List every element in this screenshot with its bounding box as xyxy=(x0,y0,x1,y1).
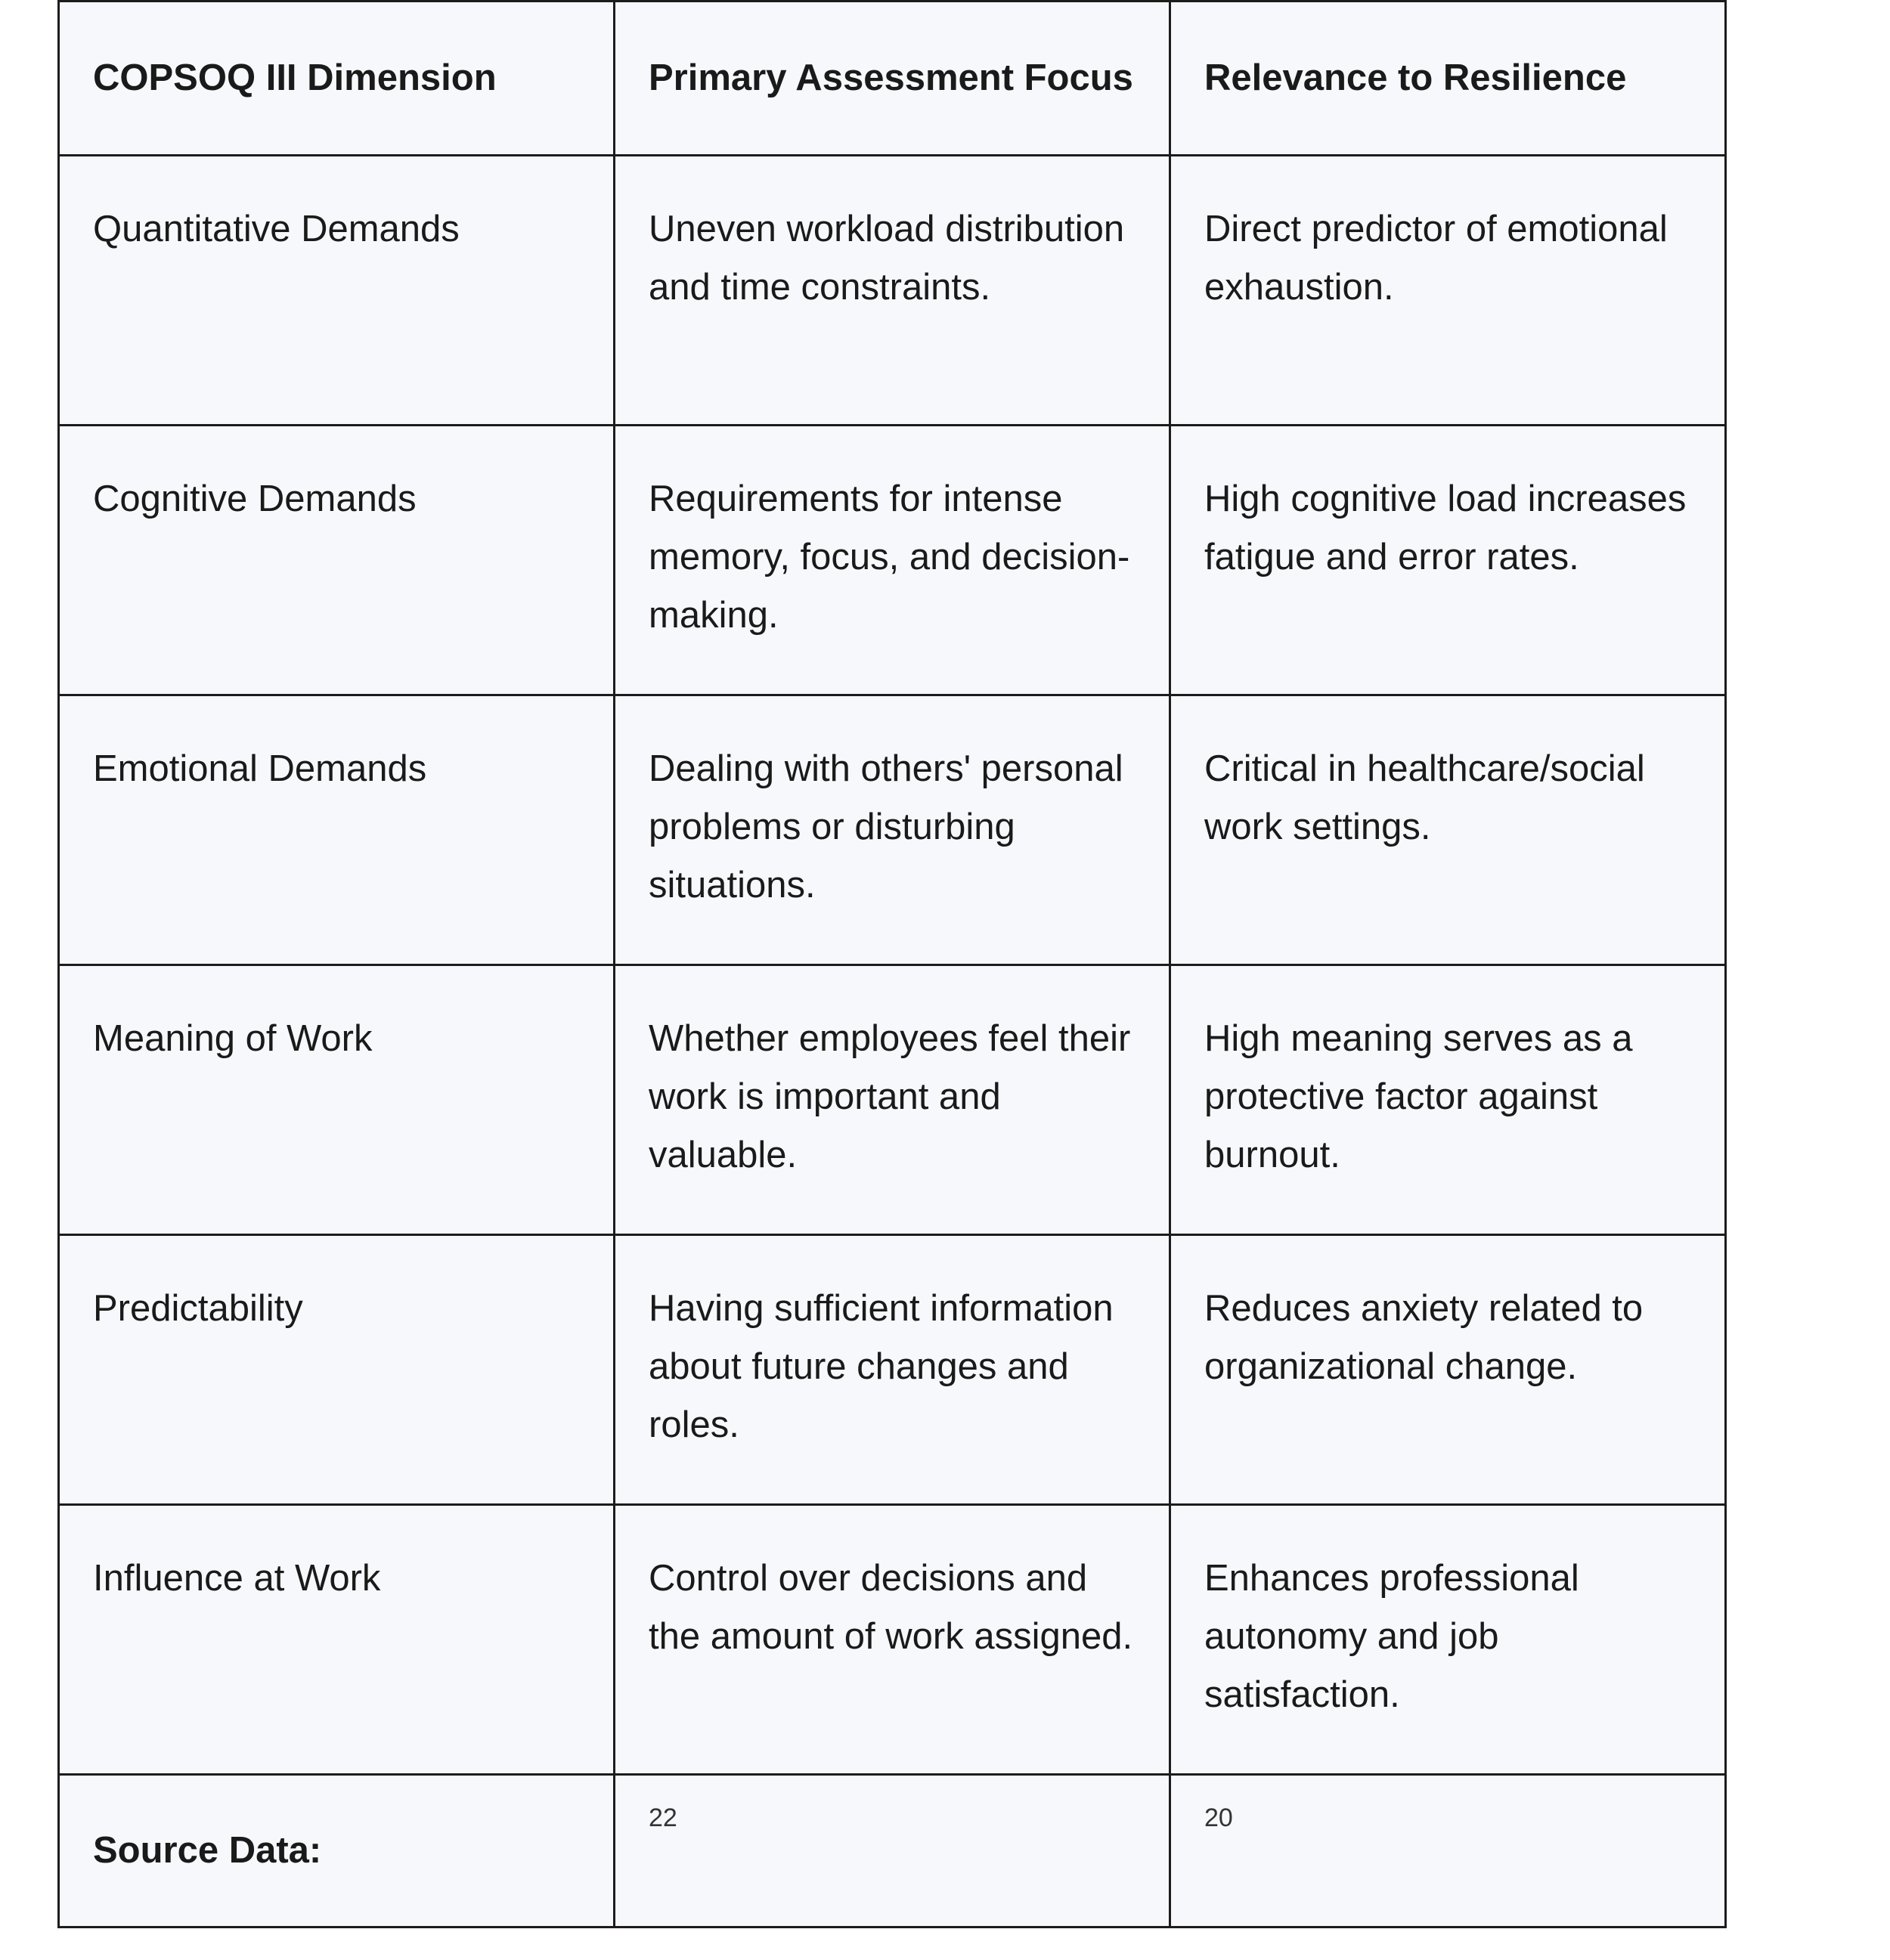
cell-dimension: Emotional Demands xyxy=(59,695,615,965)
source-row xyxy=(59,1775,1726,1927)
table-row xyxy=(59,1505,1726,1775)
table-row xyxy=(59,156,1726,426)
cell-dimension: Meaning of Work xyxy=(59,965,615,1235)
table-body xyxy=(59,156,1726,1927)
table-header xyxy=(59,2,1726,156)
cell-focus: Control over decisions and the amount of work assigned. xyxy=(615,1505,1170,1775)
table-row xyxy=(59,1235,1726,1505)
table-row xyxy=(59,426,1726,695)
cell-focus: Having sufficient information about future changes and roles. xyxy=(615,1235,1170,1505)
header-relevance: Relevance to Resilience xyxy=(1170,2,1726,156)
cell-dimension: Cognitive Demands xyxy=(59,426,615,695)
cell-dimension: Quantitative Demands xyxy=(59,156,615,426)
cell-focus: Uneven workload distribution and time constraints. xyxy=(615,156,1170,426)
source-ref-focus: 22 xyxy=(615,1775,1170,1927)
cell-relevance: Critical in healthcare/social work settings. xyxy=(1170,695,1726,965)
header-row xyxy=(59,2,1726,156)
cell-relevance: Reduces anxiety related to organizational change. xyxy=(1170,1235,1726,1505)
table-row xyxy=(59,965,1726,1235)
source-data-label: Source Data: xyxy=(59,1775,615,1927)
cell-focus: Requirements for intense memory, focus, and decision-making. xyxy=(615,426,1170,695)
header-dimension: COPSOQ III Dimension xyxy=(59,2,615,156)
header-assessment-focus: Primary Assessment Focus xyxy=(615,2,1170,156)
copsoq-dimensions-table xyxy=(57,0,1727,1928)
cell-focus: Whether employees feel their work is important and valuable. xyxy=(615,965,1170,1235)
cell-relevance: High meaning serves as a protective factor against burnout. xyxy=(1170,965,1726,1235)
cell-relevance: Enhances professional autonomy and job satisfaction. xyxy=(1170,1505,1726,1775)
cell-dimension: Influence at Work xyxy=(59,1505,615,1775)
cell-focus: Dealing with others' personal problems or disturbing situations. xyxy=(615,695,1170,965)
source-ref-relevance: 20 xyxy=(1170,1775,1726,1927)
cell-relevance: Direct predictor of emotional exhaustion. xyxy=(1170,156,1726,426)
cell-dimension: Predictability xyxy=(59,1235,615,1505)
table-row xyxy=(59,695,1726,965)
cell-relevance: High cognitive load increases fatigue and error rates. xyxy=(1170,426,1726,695)
